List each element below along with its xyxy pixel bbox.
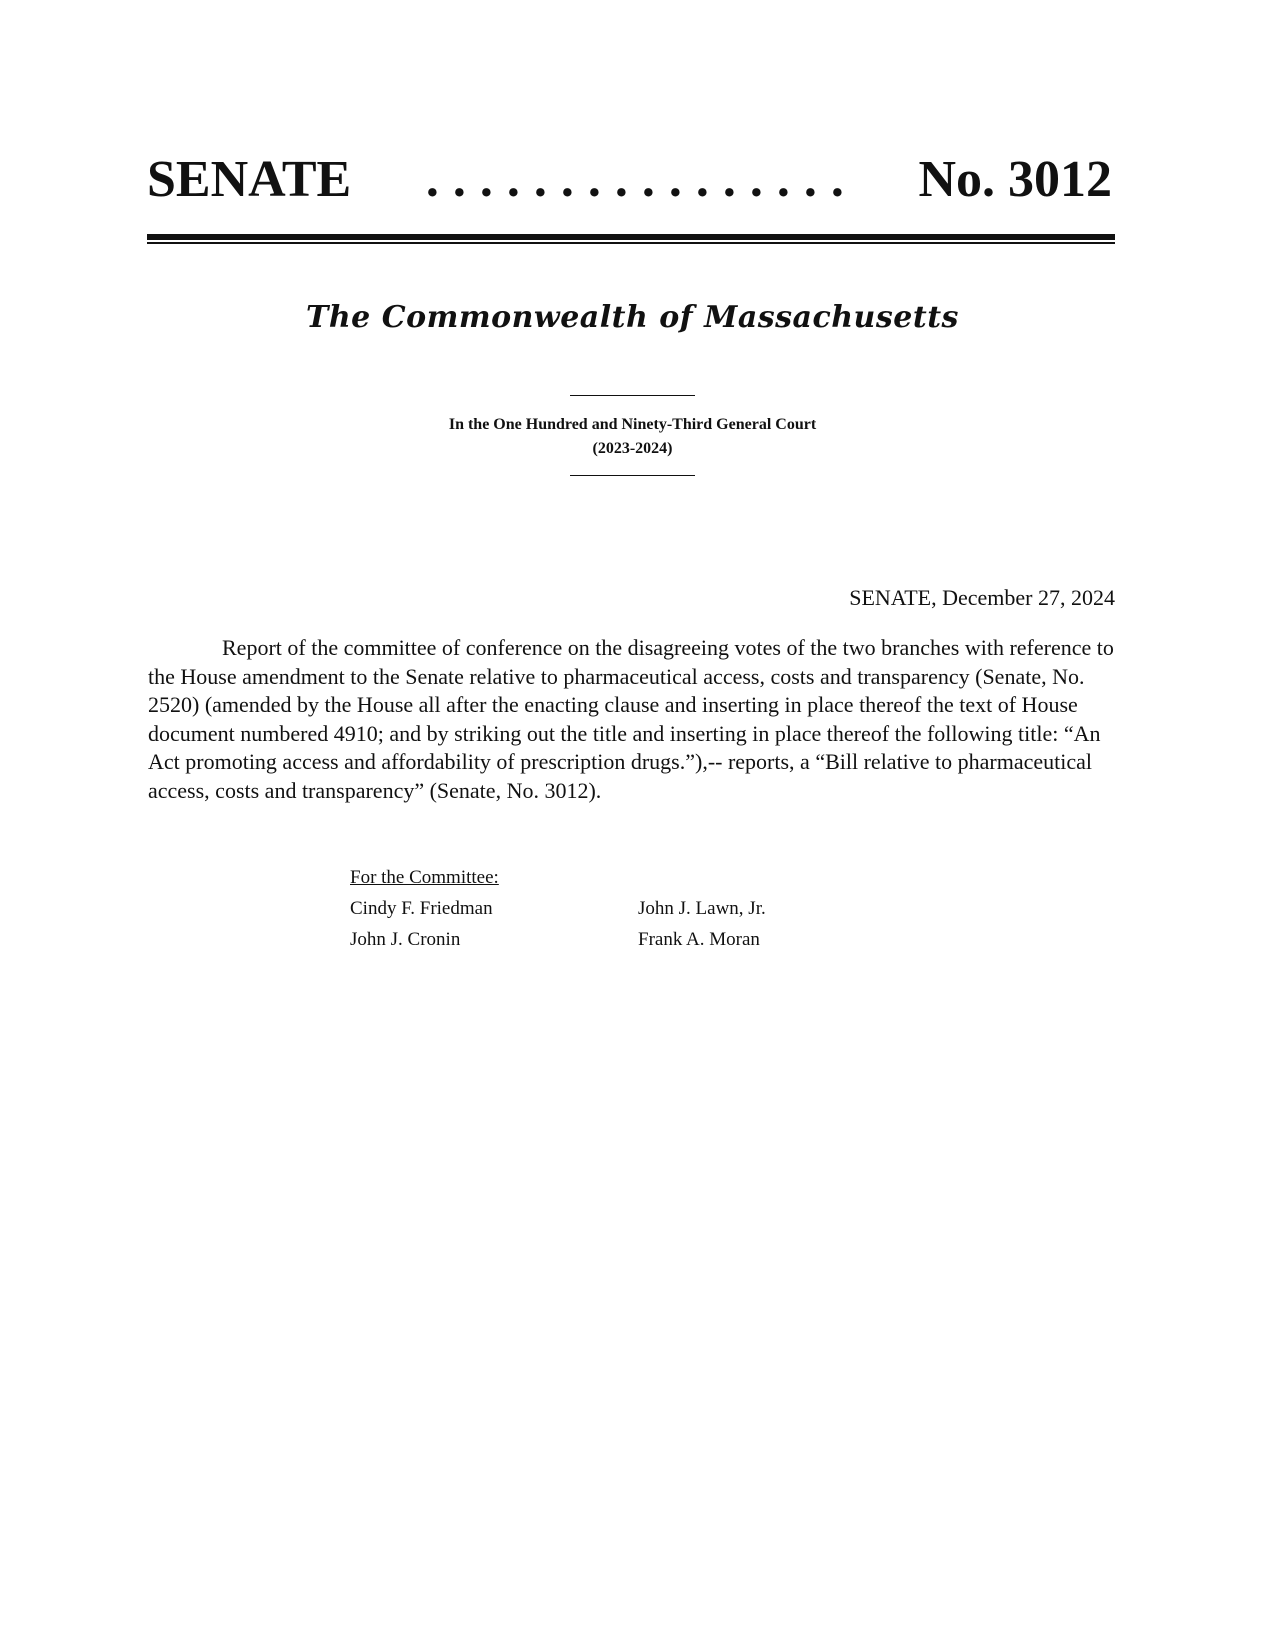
bill-number: No. 3012 bbox=[918, 151, 1112, 208]
leader-dots: ................ bbox=[425, 151, 858, 208]
document-header bbox=[147, 145, 1112, 215]
report-paragraph: Report of the committee of conference on the disagreeing votes of the two branches with reference to the House amendment to the Senate relative to pharmaceutical access, costs and transparency (Senate, No. 2520) (amended by the House all after the enacting clause and inserting in place thereof the text of House document numbered 4910; and by striking out the title and inserting in place thereof the following title: “An Act promoting access and affordability of prescription drugs.”),-- reports, a “Bill relative to pharmaceutical access, costs and transparency” (Senate, No. 3012). bbox=[148, 635, 1114, 803]
committee-member: John J. Cronin bbox=[350, 929, 461, 950]
chamber-label: SENATE bbox=[147, 151, 352, 208]
court-rule-top bbox=[570, 395, 695, 396]
court-line-2: (2023-2024) bbox=[592, 440, 673, 457]
header-rule-thick bbox=[147, 234, 1115, 240]
commonwealth-title: The Commonwealth of Massachusetts bbox=[306, 300, 959, 335]
committee-member: Cindy F. Friedman bbox=[350, 898, 493, 919]
committee-heading: For the Committee: bbox=[350, 867, 499, 888]
committee-members bbox=[350, 893, 838, 955]
court-rule-bottom bbox=[570, 475, 695, 476]
court-line-1: In the One Hundred and Ninety-Third General Court bbox=[448, 416, 817, 433]
date-line: SENATE, December 27, 2024 bbox=[849, 585, 1115, 610]
committee-member: Frank A. Moran bbox=[638, 929, 760, 950]
committee-member: John J. Lawn, Jr. bbox=[638, 898, 766, 919]
header-rule-thin bbox=[147, 242, 1115, 244]
committee-block bbox=[350, 862, 838, 955]
